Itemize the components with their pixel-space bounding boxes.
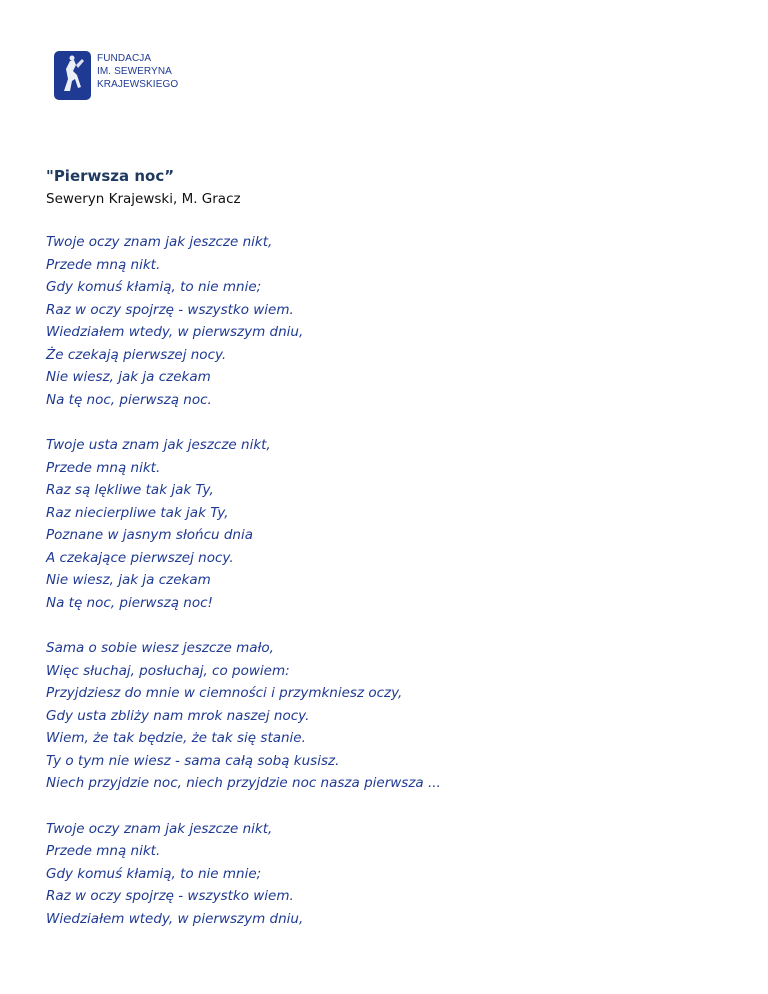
- lyric-line: Na tę noc, pierwszą noc.: [46, 391, 212, 408]
- lyric-line: Wiem, że tak będzie, że tak się stanie.: [46, 730, 306, 746]
- lyric-line: Gdy komuś kłamią, to nie mnie;: [46, 279, 262, 295]
- lyric-line: Nie wiesz, jak ja czekam: [46, 572, 211, 588]
- stanza: [46, 818, 748, 931]
- lyric-line: A czekające pierwszej nocy.: [46, 549, 234, 566]
- lyric-line: Twoje usta znam jak jeszcze nikt,: [46, 437, 271, 453]
- lyric-line: Na tę noc, pierwszą noc!: [46, 594, 213, 611]
- lyric-line: Przede mną nikt.: [46, 459, 161, 476]
- foundation-logo: [54, 51, 178, 100]
- logo-line: FUNDACJA: [97, 53, 152, 64]
- lyric-line: Raz w oczy spojrzę - wszystko wiem.: [46, 301, 294, 318]
- logo-line: IM. SEWERYNA: [97, 66, 172, 77]
- stanza: [46, 434, 748, 614]
- lyric-line: Gdy usta zbliży nam mrok naszej nocy.: [46, 707, 310, 724]
- lyric-line: Wiedziałem wtedy, w pierwszym dniu,: [46, 910, 304, 927]
- lyric-line: Gdy komuś kłamią, to nie mnie;: [46, 865, 262, 882]
- song-document: [46, 167, 748, 953]
- lyric-line: Twoje oczy znam jak jeszcze nikt,: [46, 820, 273, 837]
- lyric-line: Że czekają pierwszej nocy.: [46, 346, 227, 363]
- logo-line: KRAJEWSKIEGO: [97, 79, 179, 90]
- stanza: [46, 231, 748, 411]
- lyric-line: Twoje oczy znam jak jeszcze nikt,: [46, 234, 273, 250]
- lyric-line: Przyjdziesz do mnie w ciemności i przymkniesz oczy,: [46, 685, 403, 701]
- lyric-line: Ty o tym nie wiesz - sama całą sobą kusisz.: [46, 752, 340, 769]
- lyric-line: Nie wiesz, jak ja czekam: [46, 369, 211, 385]
- lyric-line: Raz niecierpliwe tak jak Ty,: [46, 504, 229, 521]
- foundation-name: [97, 52, 178, 91]
- lyric-line: Raz w oczy spojrzę - wszystko wiem.: [46, 888, 294, 904]
- lyric-line: Poznane w jasnym słońcu dnia: [46, 527, 253, 543]
- lyric-line: Więc słuchaj, posłuchaj, co powiem:: [46, 662, 290, 679]
- song-title: "Pierwsza noc”: [46, 167, 175, 185]
- lyric-line: Sama o sobie wiesz jeszcze mało,: [46, 640, 274, 656]
- lyric-line: Niech przyjdzie noc, niech przyjdzie noc nasza pierwsza ...: [46, 775, 441, 791]
- lyric-line: Raz są lękliwe tak jak Ty,: [46, 482, 214, 498]
- lyric-line: Wiedziałem wtedy, w pierwszym dniu,: [46, 324, 304, 340]
- song-authors: Seweryn Krajewski, M. Gracz: [46, 191, 241, 207]
- lyric-line: Przede mną nikt.: [46, 843, 161, 859]
- foundation-logo-icon: [54, 51, 91, 100]
- lyrics: [46, 231, 748, 930]
- stanza: [46, 637, 748, 795]
- lyric-line: Przede mną nikt.: [46, 256, 161, 273]
